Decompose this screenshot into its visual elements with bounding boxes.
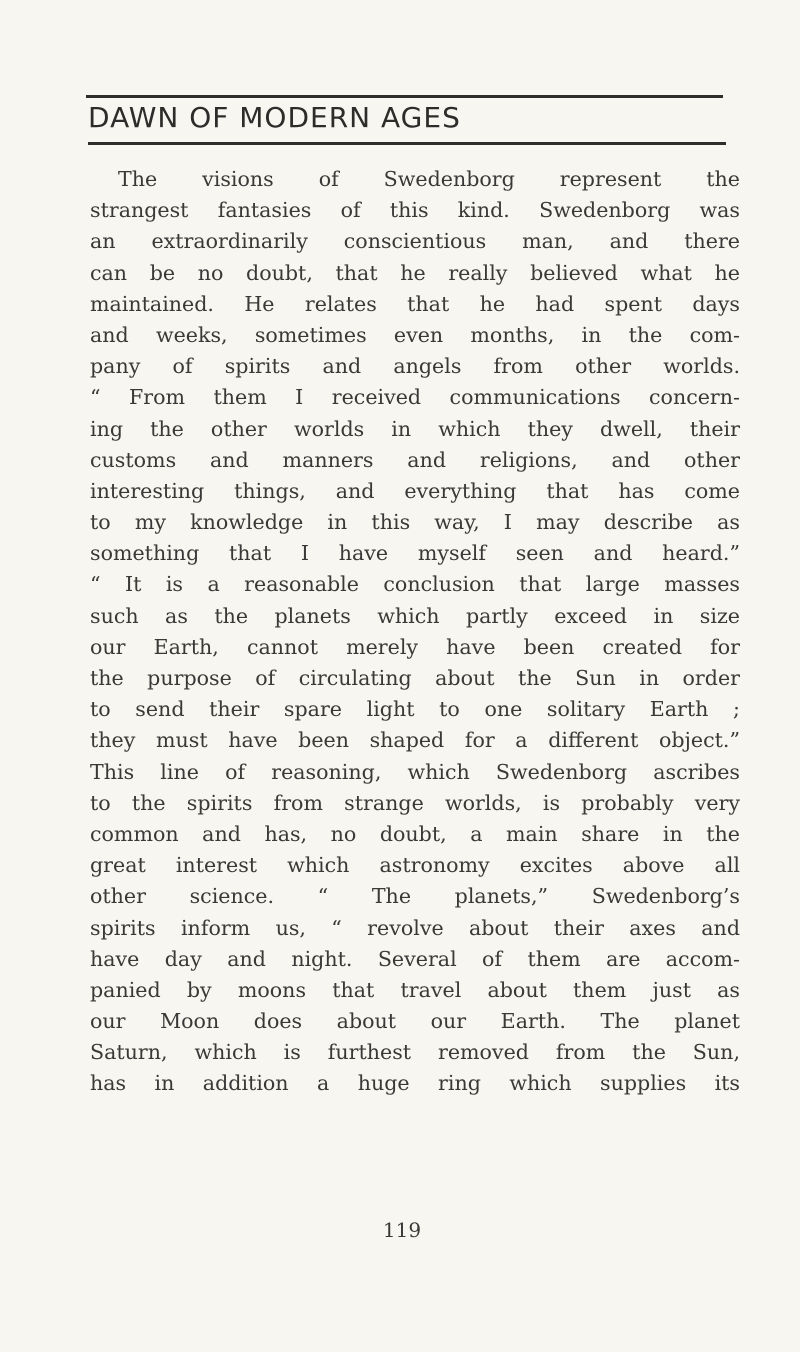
text-line: ing the other worlds in which they dwell, their [90, 416, 740, 441]
text-line: our Earth, cannot merely have been created for [90, 634, 740, 659]
body-text [90, 164, 740, 1100]
text-line: and weeks, sometimes even months, in the com‐ [90, 322, 740, 347]
text-line: “ It is a reasonable conclusion that large masses [90, 572, 740, 597]
text-line: customs and manners and religions, and other [90, 447, 740, 472]
text-line: to send their spare light to one solitary Earth ; [90, 697, 740, 722]
header-rule-bottom [88, 142, 726, 145]
text-line: panied by moons that travel about them just as [90, 977, 740, 1002]
text-line: spirits inform us, “ revolve about their axes and [90, 915, 740, 940]
text-line: the purpose of circulating about the Sun in order [90, 666, 740, 690]
text-line: such as the planets which partly exceed in size [90, 603, 740, 628]
text-line: Saturn, which is furthest removed from the Sun, [90, 1040, 740, 1065]
text-line: strangest fantasies of this kind. Swedenborg was [90, 198, 740, 223]
text-line: to the spirits from strange worlds, is probably very [90, 790, 740, 815]
text-line: our Moon does about our Earth. The planet [90, 1009, 740, 1034]
text-line: something that I have myself seen and heard.” [90, 541, 740, 566]
text-line: has in addition a huge ring which supplies its [90, 1071, 740, 1096]
text-line: maintained. He relates that he had spent days [90, 291, 740, 316]
text-line: interesting things, and everything that has come [90, 478, 740, 503]
text-line: The visions of Swedenborg represent the [118, 167, 740, 191]
text-line: other science. “ The planets,” Swedenborg’s [90, 884, 740, 909]
page-number: 119 [382, 1218, 422, 1242]
text-line: “ From them I received communications concern- [90, 385, 740, 410]
text-line: to my knowledge in this way, I may describe as [90, 510, 740, 535]
text-line: pany of spirits and angels from other worlds. [90, 354, 740, 379]
text-line: can be no doubt, that he really believed what he [90, 260, 740, 285]
text-line: an extraordinarily conscientious man, and there [90, 229, 740, 254]
text-line: great interest which astronomy excites above all [90, 853, 740, 878]
running-head: DAWN OF MODERN AGES [88, 101, 461, 134]
text-line: they must have been shaped for a different object.” [90, 728, 740, 753]
text-line: have day and night. Several of them are accom- [90, 946, 740, 971]
text-line: This line of reasoning, which Swedenborg ascribes [90, 759, 740, 784]
text-line: common and has, no doubt, a main share in the [90, 821, 740, 846]
